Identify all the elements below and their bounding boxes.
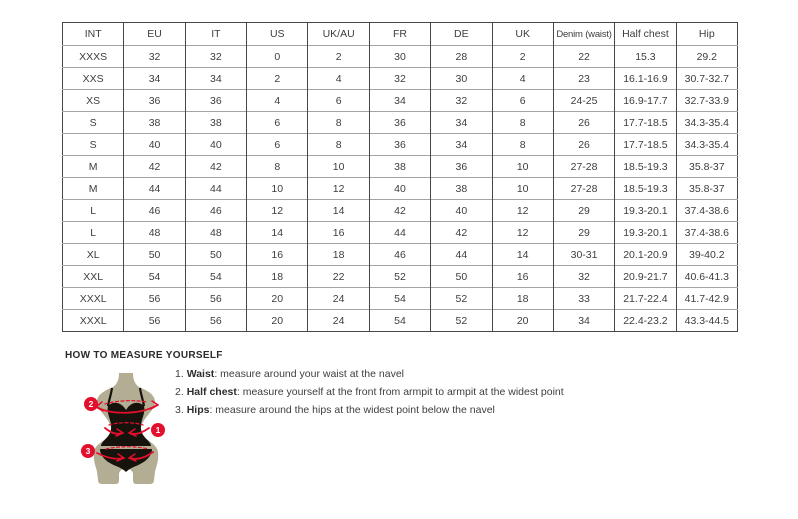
column-header: FR [369,23,430,46]
cell: 42 [124,156,185,178]
cell: 12 [492,200,553,222]
cell: 2 [308,46,369,68]
table-row [63,310,738,332]
column-header: Half chest [615,23,676,46]
measure-section [65,350,625,500]
cell: 52 [431,288,492,310]
table-row [63,90,738,112]
cell: 54 [124,266,185,288]
cell: S [63,134,124,156]
column-header: EU [124,23,185,46]
column-header: US [247,23,308,46]
cell: 54 [369,288,430,310]
cell: 21.7-22.4 [615,288,676,310]
cell: 22.4-23.2 [615,310,676,332]
table-row [63,112,738,134]
cell: 18 [308,244,369,266]
measurement-figure [73,373,179,486]
cell: 6 [247,134,308,156]
cell: 10 [247,178,308,200]
mannequin-illustration [73,373,179,486]
cell: 10 [492,178,553,200]
cell: 52 [431,310,492,332]
cell: 34.3-35.4 [676,134,737,156]
step-text: : measure around the hips at the widest point below the navel [209,404,495,416]
cell: 36 [369,134,430,156]
cell: 32 [553,266,614,288]
cell: 30.7-32.7 [676,68,737,90]
cell: 20 [247,310,308,332]
column-header: UK [492,23,553,46]
cell: 32 [369,68,430,90]
cell: 34 [431,134,492,156]
cell: 56 [124,310,185,332]
hips-marker-number: 3 [85,446,91,457]
cell: 38 [124,112,185,134]
cell: 44 [124,178,185,200]
cell: 18.5-19.3 [615,156,676,178]
cell: 40 [124,134,185,156]
cell: 22 [308,266,369,288]
cell: 33 [553,288,614,310]
table-row [63,178,738,200]
column-header: DE [431,23,492,46]
cell: 10 [308,156,369,178]
size-table [62,22,738,332]
cell: 54 [369,310,430,332]
table-row [63,134,738,156]
cell: 8 [492,112,553,134]
cell: XXS [63,68,124,90]
cell: 35.8-37 [676,178,737,200]
table-row [63,46,738,68]
table-row [63,244,738,266]
cell: 37.4-38.6 [676,222,737,244]
chest-marker [84,397,98,411]
table-row [63,222,738,244]
cell: 20.9-21.7 [615,266,676,288]
hips-marker [81,444,95,458]
cell: 18 [247,266,308,288]
step-label: Waist [186,368,215,380]
cell: 30 [369,46,430,68]
cell: M [63,156,124,178]
cell: 17.7-18.5 [615,112,676,134]
cell: 34.3-35.4 [676,112,737,134]
cell: 20 [492,310,553,332]
cell: 50 [124,244,185,266]
cell: 38 [431,178,492,200]
step-number: 2. [175,386,187,398]
cell: XXL [63,266,124,288]
cell: 40 [185,134,246,156]
measure-step [175,405,615,416]
cell: 42 [431,222,492,244]
cell: 46 [369,244,430,266]
column-header: UK/AU [308,23,369,46]
cell: 40.6-41.3 [676,266,737,288]
cell: 44 [431,244,492,266]
cell: 56 [185,310,246,332]
cell: 56 [185,288,246,310]
cell: 2 [247,68,308,90]
cell: 14 [492,244,553,266]
table-row [63,266,738,288]
cell: 50 [185,244,246,266]
cell: 27-28 [553,156,614,178]
cell: 4 [492,68,553,90]
cell: 24 [308,288,369,310]
cell: 26 [553,112,614,134]
cell: 52 [369,266,430,288]
cell: 32 [124,46,185,68]
cell: 28 [431,46,492,68]
cell: 16 [492,266,553,288]
cell: 30-31 [553,244,614,266]
cell: 48 [185,222,246,244]
cell: 14 [247,222,308,244]
cell: 15.3 [615,46,676,68]
cell: 19.3-20.1 [615,200,676,222]
size-table-body [63,46,738,332]
cell: XXXS [63,46,124,68]
cell: 12 [492,222,553,244]
cell: 35.8-37 [676,156,737,178]
cell: 37.4-38.6 [676,200,737,222]
cell: 40 [369,178,430,200]
cell: 50 [431,266,492,288]
step-label: Hips [186,404,210,416]
cell: 41.7-42.9 [676,288,737,310]
cell: 17.7-18.5 [615,134,676,156]
cell: 38 [369,156,430,178]
step-text: : measure around your waist at the navel [214,368,404,380]
cell: 32 [431,90,492,112]
cell: L [63,200,124,222]
step-label: Half chest [186,386,237,398]
cell: 18.5-19.3 [615,178,676,200]
cell: XXXL [63,310,124,332]
measure-step [175,369,615,380]
waist-marker-number: 1 [155,425,161,436]
cell: 34 [124,68,185,90]
cell: 27-28 [553,178,614,200]
cell: 16.9-17.7 [615,90,676,112]
waist-marker [151,423,165,437]
cell: 26 [553,134,614,156]
cell: 29 [553,222,614,244]
cell: 8 [247,156,308,178]
cell: 34 [185,68,246,90]
cell: 56 [124,288,185,310]
cell: 24-25 [553,90,614,112]
cell: 32.7-33.9 [676,90,737,112]
cell: 18 [492,288,553,310]
table-row [63,68,738,90]
size-table-header-row [63,23,738,46]
step-number: 1. [175,368,187,380]
cell: 36 [124,90,185,112]
column-header: INT [84,28,102,40]
table-row [63,200,738,222]
cell: 2 [492,46,553,68]
cell: 48 [124,222,185,244]
cell: 36 [185,90,246,112]
measure-step [175,387,615,398]
cell: 8 [308,134,369,156]
size-table-head [63,23,738,46]
measure-steps [175,369,615,423]
cell: 24 [308,310,369,332]
table-row [63,156,738,178]
cell: 22 [553,46,614,68]
cell: XXXL [63,288,124,310]
table-row [63,288,738,310]
cell: 16 [308,222,369,244]
cell: 30 [431,68,492,90]
cell: 38 [185,112,246,134]
cell: 6 [247,112,308,134]
cell: 32 [185,46,246,68]
cell: L [63,222,124,244]
cell: 44 [369,222,430,244]
cell: 34 [553,310,614,332]
cell: XL [63,244,124,266]
cell: M [63,178,124,200]
cell: 8 [492,134,553,156]
cell: 14 [308,200,369,222]
cell: 19.3-20.1 [615,222,676,244]
cell: 6 [308,90,369,112]
cell: 10 [492,156,553,178]
cell: 46 [185,200,246,222]
cell: 23 [553,68,614,90]
cell: 54 [185,266,246,288]
cell: 16 [247,244,308,266]
step-number: 3. [175,404,187,416]
measure-heading: HOW TO MEASURE YOURSELF [65,350,223,361]
cell: 42 [185,156,246,178]
cell: 34 [369,90,430,112]
cell: 42 [369,200,430,222]
cell: 44 [185,178,246,200]
column-header: IT [185,23,246,46]
cell: 12 [247,200,308,222]
cell: 34 [431,112,492,134]
cell: 36 [369,112,430,134]
cell: 16.1-16.9 [615,68,676,90]
cell: 29 [553,200,614,222]
cell: 6 [492,90,553,112]
cell: 29.2 [676,46,737,68]
cell: 20.1-20.9 [615,244,676,266]
cell: 0 [247,46,308,68]
cell: 12 [308,178,369,200]
cell: 40 [431,200,492,222]
cell: XS [63,90,124,112]
column-header: Denim (waist) [553,23,614,46]
cell: S [63,112,124,134]
cell: 43.3-44.5 [676,310,737,332]
chest-marker-number: 2 [88,399,94,410]
column-header: Hip [676,23,737,46]
cell: 39-40.2 [676,244,737,266]
cell: 4 [308,68,369,90]
cell: 36 [431,156,492,178]
cell: 8 [308,112,369,134]
step-text: : measure yourself at the front from armpit to armpit at the widest point [236,386,564,398]
cell: 20 [247,288,308,310]
cell: 4 [247,90,308,112]
cell: 46 [124,200,185,222]
